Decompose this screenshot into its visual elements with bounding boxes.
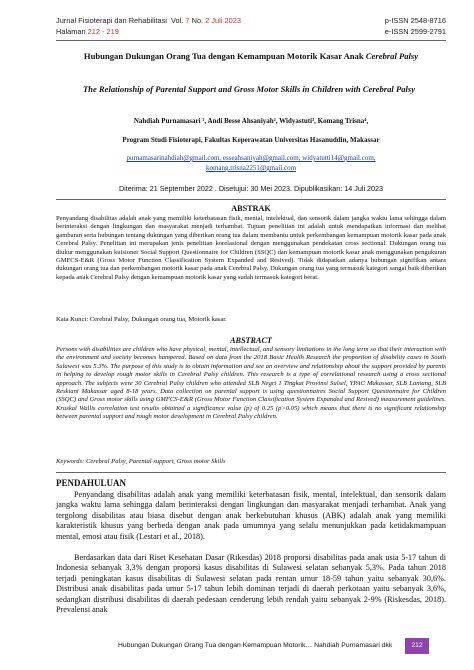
keywords: Keywords: Cerebral Palsy, Parental support, Gross motor Skills	[56, 458, 226, 465]
eissn: e-ISSN 2599-2791	[384, 27, 446, 36]
title-indonesian-text: Hubungan Dukungan Orang Tua dengan Kemampuan Motorik Kasar Anak	[83, 51, 364, 61]
abstrak-heading: ABSTRAK	[231, 204, 271, 213]
author-emails[interactable]	[56, 153, 446, 173]
title-indonesian	[56, 51, 446, 62]
no-prefix: No.	[191, 16, 204, 25]
halaman-label: Halaman	[56, 27, 86, 36]
page-range: 212 - 219	[87, 27, 119, 36]
abstract-heading: ABSTRACT	[230, 336, 272, 345]
publication-dates: Diterima: 21 September 2022 . Disetujui: 30 Mei 2023. Dipublikasikan: 14 Juli 2023	[118, 184, 384, 193]
vol-prefix: Vol.	[171, 16, 184, 25]
journal-header-right	[385, 15, 446, 37]
vol-number: 7	[185, 16, 190, 25]
footer-citation: Hubungan Dukungan Orang Tua dengan Kemampuan Motorik… Nahdiah Purnamasari dkk	[118, 642, 393, 649]
abstract-divider	[56, 472, 446, 473]
dates-divider	[56, 199, 446, 200]
abstrak-text: Penyandang disabilitas adalah anak yang memiliki keterbatasan fisik, mental, intelektual, dan sensorik dalam jangka waktu lama sehingga dalam berinteraksi dengan lingkungan dan masyarakat menjadi terhambat. Tujuan penelitian ini adalah untuk mendapatkan informasi dan melihat gambaran serta hubungan tentang dukungan yang diberikan orang tua dalam membantu untuk perkembangan kemampuan motorik kasar pada anak Cerebral Palsy. Penelitian ini merupakan jenis penelitian korelasional dengan menggunakan pendekatan cross sectional. Dukungan orang tua diukur menggunakan kuisioner Social Support Questionnaire for Children (SSQC) dan kemampuan motorik kasar anak menggunakan pengukuran GMFCS-E&R (Gross Motor Function Classification System Expanded and Resived). Tidak didapatkan adanya hubungan signifikan antara dukungan orang tua dan perkembangan motorik kasar pada anak Cerebral Palsy. Dukungan orang tua yang termasuk kategori sangat baik diberikan kepada anak Cerebral Palsy dengan kemampuan motorik kasar yang sudah termasuk kategori berat.	[56, 215, 446, 281]
header-divider	[56, 40, 446, 41]
author-list: Nahdiah Purnamasari ¹, Andi Besse Ahsaniyah², Widyastuti³, Komang Trisna⁴,	[133, 117, 369, 125]
intro-paragraph-2: Berdasarkan data dari Riset Kesehatan Dasar (Rikesdas) 2018 proporsi disabilitas pada anak usia 5-17 tahun di Indonesia sebanyak 3,3% dengan proporsi kasus disabilitas di Sulawesi selatan sebanyak 5,3%. Pada tahun 2018 terjadi peningkatan kasus disabilitas di Sulawesi selatan pada rentan umur 18-59 tahun yaitu sebanyak 30,6%. Distribusi anak disabilitas pada umur 5-17 tahun lebih dominan terjadi di daerah perkotaan yaitu sebanyak 3,6%, sedangkan distribusi disabilitas di daerah pedesaan cenderung lebih rendah yaitu sebanyak 2-9% (Riskesdas, 2018). Prevalensi anak	[56, 553, 446, 615]
affiliation: Program Studi Fisioterapi, Fakultas Keperawatan Universitas Hasanuddin, Makassar	[122, 136, 380, 144]
page-footer	[0, 638, 474, 654]
journal-header-left	[56, 15, 241, 37]
page-number: 212	[405, 638, 429, 654]
email-line-1[interactable]: purnamasarinahdiah@gmail.com, esseahsaniyah@gmail.com, widyatutti14@gmail.com,	[126, 154, 376, 162]
abstract-text: Persons with disabilities are children who have physical, mental, intellectual, and sensory limitations in the long term so that their interaction with the environment and society becomes hampered. Based on data from the 2018 Basic Health Research the proportion of disability cases in South Sulawesi was 5.3%. The purpose of this study is to obtain information and see an overview and relationship about the support provided by parents in helping to develop rough motor skills in Cerebral Palsy children. This research is a type of correlational research using a cross sectional approach. The subjects were 30 Cerebral Palsy children who attended SLB Negri 1 Tingkat Provinsi Sulsel, YPAC Makassar, SLB Laniang, SLB Reskiani Makassar aged 8-18 years. Data collection on parental support is using questionnaires Social Support Questionnaire for Children (SSQC) and Gross motor skills using GMFCS-E&R (Gross Motor Function Classification System Expanded and Resived) measurement guidelines. Kruskal Wallis correlation test results obtained a significance value (p) of 0.25 (p>0.05) which means that there is no significant relationship between parental support and rough motor development in Cerebral Palsy children.	[56, 346, 446, 421]
intro-heading: PENDAHULUAN	[56, 478, 127, 488]
title-indonesian-italic: Cerebral Palsy	[365, 51, 419, 61]
issue-date: 2 Juli 2023	[205, 16, 241, 25]
email-line-2[interactable]: komang.trisna2251@gmail.com	[205, 164, 297, 172]
pissn: p-ISSN 2548-8716	[384, 16, 446, 25]
title-english: The Relationship of Parental Support and Gross Motor Skills in Children with Cerebral Palsy	[82, 84, 416, 94]
journal-name: Jurnal Fisioterapi dan Rehabilitasi	[56, 16, 167, 25]
intro-paragraph-1: Penyandang disabilitas adalah anak yang memiliki keterbatasan fisik, mental, intelektual, dan sensorik dalam jangka waktu lama sehingga dalam berinteraksi dengan lingkungan dan masyarakat menjadi terhambat. Anak yang tergolong disabilitas atau biasa disebut dengan anak berkebutuhan khusus (ABK) adalah anak yang memiliki karakteristik khusus yang berbeda dengan anak pada umumnya yang selalu menunjukkan pada ketidakmampuan mental, emosi atau fisik (Lestari et al., 2018).	[56, 490, 446, 541]
kata-kunci: Kata Kunci: Cerebral Palsy, Dukungan orang tua, Motorik kasar.	[56, 316, 227, 323]
